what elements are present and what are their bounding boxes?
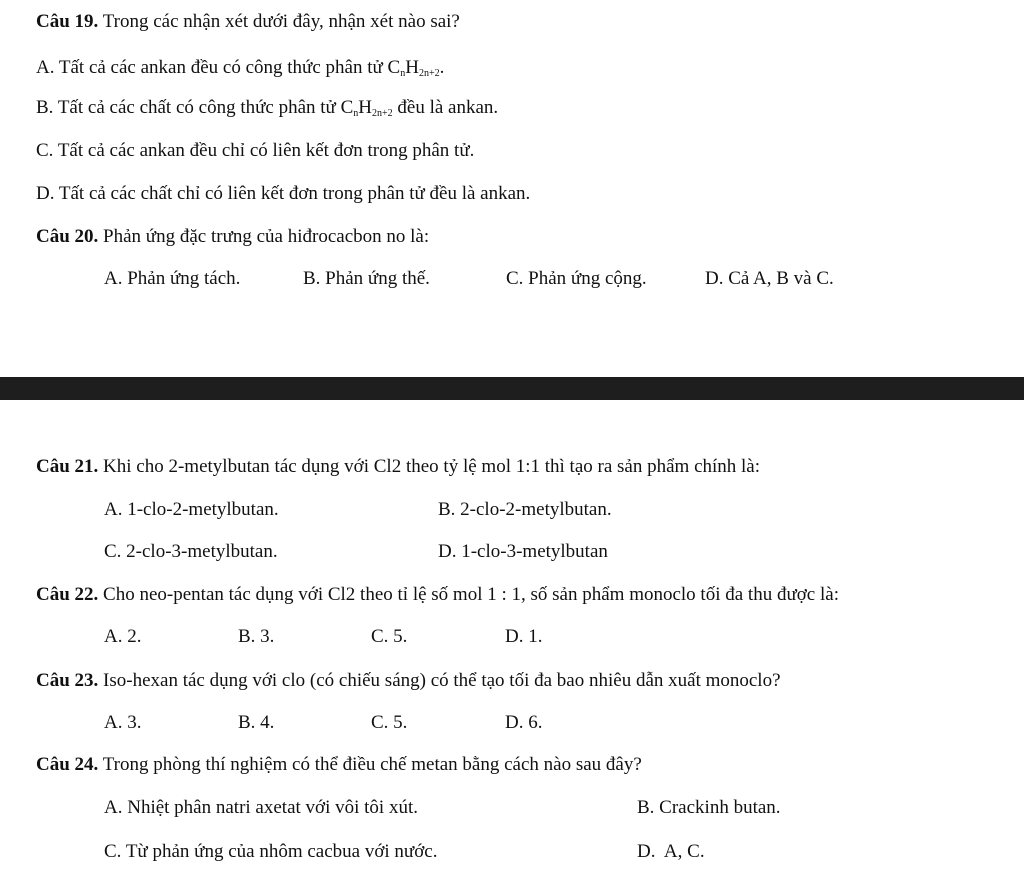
question-20-option-a: A. Phản ứng tách. <box>104 268 241 289</box>
question-text: Trong phòng thí nghiệm có thể điều chế metan bằng cách nào sau đây? <box>98 754 642 775</box>
question-text: Khi cho 2-metylbutan tác dụng với Cl2 theo tỷ lệ mol 1:1 thì tạo ra sản phẩm chính là: <box>98 456 761 477</box>
question-22 <box>36 584 839 606</box>
question-label: Câu 19. <box>36 11 99 32</box>
formula-subscript: 2n+2 <box>372 108 393 119</box>
formula-element: H <box>358 97 373 118</box>
question-label: Câu 20. <box>36 226 99 247</box>
question-23-option-a: A. 3. <box>104 712 142 733</box>
question-24-option-b: B. Crackinh butan. <box>637 797 781 818</box>
question-24-option-c: C. Từ phản ứng của nhôm cacbua với nước. <box>104 841 438 862</box>
question-text: Phản ứng đặc trưng của hiđrocacbon no là: <box>98 226 430 247</box>
question-22-option-c: C. 5. <box>371 626 408 647</box>
question-label: Câu 23. <box>36 670 99 691</box>
question-21-option-b: B. 2-clo-2-metylbutan. <box>438 499 612 520</box>
page-divider <box>0 377 1024 400</box>
question-23-option-b: B. 4. <box>238 712 275 733</box>
question-19-option-a <box>36 57 444 79</box>
formula-element: H <box>405 57 419 78</box>
question-23-option-d: D. 6. <box>505 712 543 733</box>
question-19 <box>36 11 460 33</box>
question-text: Cho neo-pentan tác dụng với Cl2 theo tỉ lệ số mol 1 : 1, số sản phẩm monoclo tối đa thu được là: <box>98 584 839 605</box>
question-label: Câu 22. <box>36 584 99 605</box>
option-text: đều là ankan. <box>392 97 499 118</box>
question-label: Câu 24. <box>36 754 99 775</box>
option-text: A. Tất cả các ankan đều có công thức phân tử C <box>36 57 401 78</box>
option-text: B. Tất cả các chất có công thức phân tử C <box>36 97 354 118</box>
question-20-option-d: D. Cả A, B và C. <box>705 268 834 289</box>
formula-subscript: n <box>353 108 359 119</box>
question-20 <box>36 226 429 248</box>
question-text: Iso-hexan tác dụng với clo (có chiếu sáng) có thể tạo tối đa bao nhiêu dẫn xuất monoclo? <box>98 670 781 691</box>
question-24-option-a: A. Nhiệt phân natri axetat với vôi tôi xút. <box>104 797 418 818</box>
question-label: Câu 21. <box>36 456 99 477</box>
question-19-option-b <box>36 97 498 119</box>
question-21-option-a: A. 1-clo-2-metylbutan. <box>104 499 279 520</box>
question-21-option-c: C. 2-clo-3-metylbutan. <box>104 541 278 562</box>
question-22-option-b: B. 3. <box>238 626 275 647</box>
formula-subscript: n <box>400 68 406 79</box>
question-22-option-d: D. 1. <box>505 626 543 647</box>
question-19-option-d: D. Tất cả các chất chỉ có liên kết đơn trong phân tử đều là ankan. <box>36 183 531 204</box>
question-24-option-d: D. A, C. <box>637 841 705 862</box>
question-21 <box>36 456 760 478</box>
question-20-option-b: B. Phản ứng thế. <box>303 268 430 289</box>
question-21-option-d: D. 1-clo-3-metylbutan <box>438 541 608 562</box>
question-text: Trong các nhận xét dưới đây, nhận xét nào sai? <box>98 11 460 32</box>
question-19-option-c: C. Tất cả các ankan đều chỉ có liên kết đơn trong phân tử. <box>36 140 475 161</box>
question-23-option-c: C. 5. <box>371 712 408 733</box>
option-text: . <box>439 57 445 78</box>
question-24 <box>36 754 642 776</box>
formula-subscript: 2n+2 <box>418 68 440 79</box>
question-22-option-a: A. 2. <box>104 626 142 647</box>
question-20-option-c: C. Phản ứng cộng. <box>506 268 647 289</box>
question-23 <box>36 670 781 692</box>
